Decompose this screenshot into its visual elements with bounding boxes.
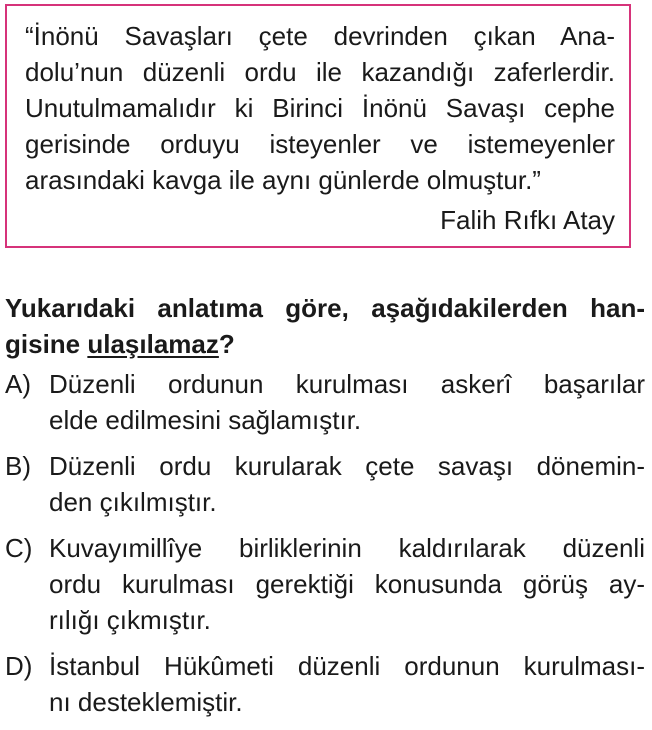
option-line: Düzenli ordu kurularak çete savaşı dönemin- — [49, 451, 645, 481]
option-line: Düzenli ordunun kurulması askerî başarılar — [49, 369, 645, 399]
question-stem — [5, 290, 645, 362]
answer-options — [5, 366, 645, 730]
option-text — [49, 648, 645, 720]
option-letter: A) — [5, 369, 31, 399]
quote-line-4: gerisinde orduyu isteyenler ve istemeyenler — [25, 129, 615, 159]
option-letter: D) — [5, 651, 33, 681]
question-line-2-suffix: ? — [218, 329, 235, 359]
question-line-2-prefix: gisine — [5, 329, 88, 359]
option-text — [49, 448, 645, 520]
quote-line-1: “İnönü Savaşları çete devrinden çıkan Ana- — [25, 21, 615, 51]
option-c[interactable] — [5, 530, 645, 638]
question-line-2 — [5, 326, 645, 362]
option-text — [49, 530, 645, 638]
option-line: den çıkılmıştır. — [49, 487, 217, 517]
option-line: nı desteklemiştir. — [49, 687, 243, 717]
question-emphasis: ulaşılamaz — [87, 329, 219, 359]
quote-line-3: Unutulmamalıdır ki Birinci İnönü Savaşı cephe — [25, 93, 615, 123]
option-line: rılığı çıkmıştır. — [49, 605, 211, 635]
option-letter: B) — [5, 451, 31, 481]
question-line-1: Yukarıdaki anlatıma göre, aşağıdakilerden han- — [5, 293, 645, 323]
quote-box — [5, 4, 631, 248]
option-text — [49, 366, 645, 438]
option-line: Kuvayımillîye birliklerinin kaldırılarak düzenli — [49, 533, 645, 563]
option-letter: C) — [5, 533, 33, 563]
quote-author: Falih Rıfkı Atay — [440, 205, 615, 235]
option-line: İstanbul Hükûmeti düzenli ordunun kurulması- — [49, 651, 645, 681]
quote-line-2: dolu’nun düzenli ordu ile kazandığı zaferlerdir. — [25, 57, 615, 87]
option-line: elde edilmesini sağlamıştır. — [49, 405, 362, 435]
option-b[interactable] — [5, 448, 645, 520]
quote-line-5: arasındaki kavga ile aynı günlerde olmuştur.” — [25, 165, 541, 195]
option-a[interactable] — [5, 366, 645, 438]
option-line: ordu kurulması gerektiği konusunda görüş ay- — [49, 569, 645, 599]
option-d[interactable] — [5, 648, 645, 720]
